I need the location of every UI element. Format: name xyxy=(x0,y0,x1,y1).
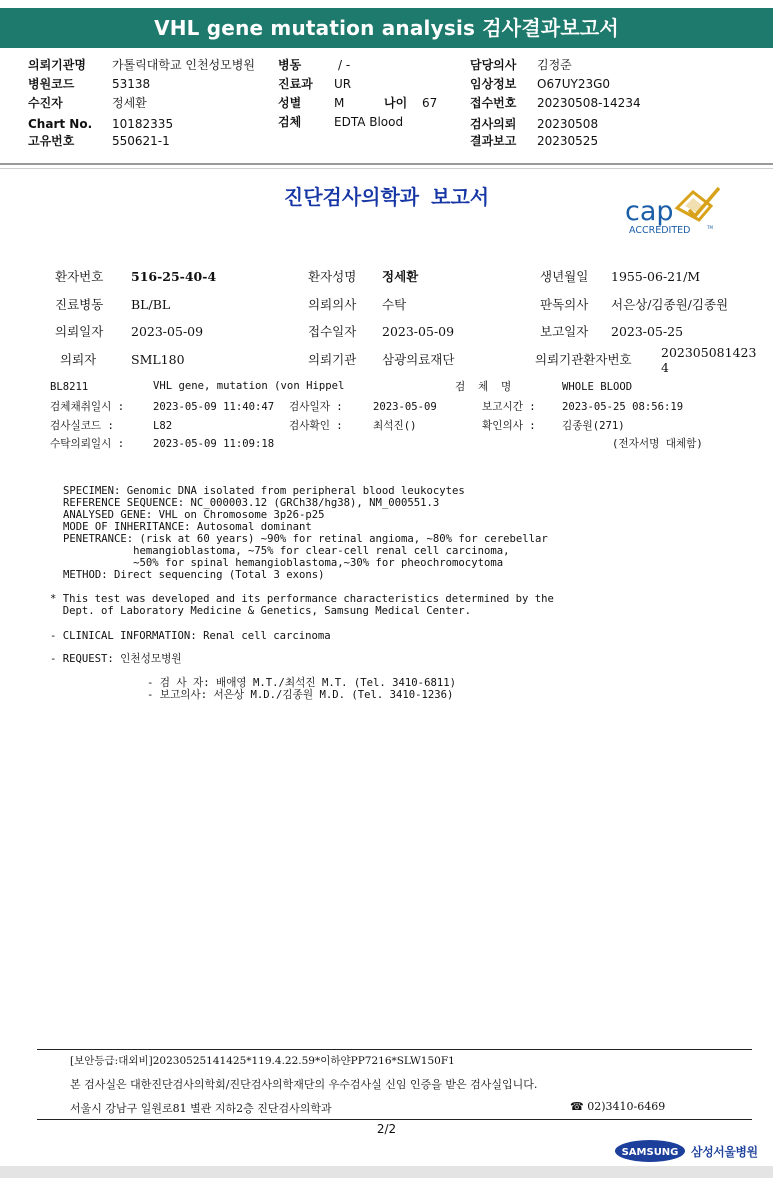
body-line: METHOD: Direct sequencing (Total 3 exons) xyxy=(63,569,325,581)
header-divider-secondary xyxy=(0,168,773,169)
meta-label: 보고시간 : xyxy=(482,401,536,413)
specimen-label: 검 체 명 xyxy=(455,381,512,393)
field-label: 의뢰자 xyxy=(60,352,97,367)
hospital-name: 삼성서울병원 xyxy=(691,1145,758,1159)
field-label: 환자성명 xyxy=(308,269,357,284)
meta-label: 검사일자 : xyxy=(289,401,343,413)
header-value: M xyxy=(334,96,345,110)
patient-number: 516-25-40-4 xyxy=(131,269,217,284)
header-label: 성별 xyxy=(278,96,302,110)
security-stamp: [보안등급:대외비]20230525141425*119.4.22.59*이하얀PP7216*SLW150F1 xyxy=(70,1055,455,1067)
lab-phone: ☎ 02)3410-6469 xyxy=(570,1100,666,1113)
meta-value: 2023-05-25 08:56:19 xyxy=(562,401,684,413)
header-value: O67UY23G0 xyxy=(537,77,611,91)
field-label: 접수일자 xyxy=(308,324,357,339)
header-value: 550621-1 xyxy=(112,134,170,148)
svg-text:ACCREDITED: ACCREDITED xyxy=(629,225,691,236)
header-value: 김정준 xyxy=(537,58,572,72)
header-label: 의뢰기관명 xyxy=(28,58,86,72)
page-number: 2/2 xyxy=(376,1122,397,1136)
body-line: SPECIMEN: Genomic DNA isolated from peripheral blood leukocytes xyxy=(63,485,465,497)
header-label: 접수번호 xyxy=(470,96,517,110)
note-line: Dept. of Laboratory Medicine & Genetics, Samsung Medical Center. xyxy=(50,605,471,617)
header-label: 병원코드 xyxy=(28,77,75,91)
header-label: 담당의사 xyxy=(470,58,517,72)
specimen-value: WHOLE BLOOD xyxy=(562,381,633,393)
header-label: 수진자 xyxy=(28,96,63,110)
field-label: 의뢰기관환자번호 xyxy=(535,352,632,367)
header-value: 가톨릭대학교 인천성모병원 xyxy=(112,58,255,72)
meta-label: 검사확인 : xyxy=(289,420,343,432)
clinical-info: - CLINICAL INFORMATION: Renal cell carcinoma xyxy=(50,630,331,642)
svg-text:cap: cap xyxy=(625,196,674,227)
note-line: * This test was developed and its performance characteristics determined by the xyxy=(50,593,554,605)
meta-label: 수탁의뢰일시 : xyxy=(50,438,125,450)
field-value: 2023-05-09 xyxy=(131,324,204,339)
page-bottom-edge xyxy=(0,1166,773,1178)
field-value: 2023-05-25 xyxy=(611,324,684,339)
lab-report-title: 진단검사의학과 보고서 xyxy=(283,185,490,209)
meta-value: 2023-05-09 11:09:18 xyxy=(153,438,275,450)
header-label: 결과보고 xyxy=(470,134,517,148)
svg-text:TM: TM xyxy=(707,225,713,230)
test-code: BL8211 xyxy=(50,381,89,393)
signer-line: - 검 사 자: 배애영 M.T./최석진 M.T. (Tel. 3410-6811) xyxy=(147,677,456,689)
field-label: 생년월일 xyxy=(540,269,589,284)
field-value-wrap: 4 xyxy=(661,360,669,375)
header-label: 병동 xyxy=(278,58,302,72)
header-label: 검체 xyxy=(278,115,302,129)
field-value: 삼광의료재단 xyxy=(382,352,455,367)
meta-value: L82 xyxy=(153,420,173,432)
field-label: 보고일자 xyxy=(540,324,589,339)
footer-divider-bottom xyxy=(37,1119,752,1120)
body-line: ANALYSED GENE: VHL on Chromosome 3p26-p25 xyxy=(63,509,325,521)
field-value: 202305081423 xyxy=(661,345,757,360)
header-value: 10182335 xyxy=(112,117,174,131)
header-value: 53138 xyxy=(112,77,151,91)
esign-note: (전자서명 대체함) xyxy=(612,438,703,450)
meta-label: 확인의사 : xyxy=(482,420,536,432)
meta-value: 김종원(271) xyxy=(562,420,625,432)
header-label: 검사의뢰 xyxy=(470,117,517,131)
field-label: 판독의사 xyxy=(540,297,589,312)
meta-label: 검체채취일시 : xyxy=(50,401,125,413)
certification-note: 본 검사실은 대한진단검사의학회/진단검사의학재단의 우수검사실 신임 인증을 받은 검사실입니다. xyxy=(70,1078,538,1091)
header-value: / - xyxy=(338,58,351,72)
field-label: 의뢰기관 xyxy=(308,352,357,367)
body-line: MODE OF INHERITANCE: Autosomal dominant xyxy=(63,521,312,533)
body-line: ~50% for spinal hemangioblastoma,~30% for pheochromocytoma xyxy=(63,557,504,569)
field-value: SML180 xyxy=(131,352,185,367)
header-value: 20230508 xyxy=(537,117,599,131)
field-label: 의뢰의사 xyxy=(308,297,357,312)
birth-date: 1955-06-21/M xyxy=(611,269,701,284)
meta-label: 검사실코드 : xyxy=(50,420,114,432)
header-value: 정세환 xyxy=(112,96,147,110)
header-value: 67 xyxy=(422,96,438,110)
header-value: 20230525 xyxy=(537,134,599,148)
field-value: 서은상/김종원/김종원 xyxy=(611,297,729,312)
request-info: - REQUEST: 인천성모병원 xyxy=(50,653,182,665)
field-value: BL/BL xyxy=(131,297,171,312)
header-label: 고유번호 xyxy=(28,134,75,148)
field-value: 수탁 xyxy=(382,297,407,312)
patient-name: 정세환 xyxy=(382,269,419,284)
field-value: 2023-05-09 xyxy=(382,324,455,339)
cap-accredited-logo xyxy=(619,186,731,240)
header-value: EDTA Blood xyxy=(334,115,404,129)
header-divider xyxy=(0,163,773,165)
samsung-hospital-logo xyxy=(615,1138,760,1164)
lab-address: 서울시 강남구 일원로81 별관 지하2층 진단검사의학과 xyxy=(70,1102,332,1115)
header-value: 20230508-14234 xyxy=(537,96,641,110)
body-line: REFERENCE SEQUENCE: NC_000003.12 (GRCh38/hg38), NM_000551.3 xyxy=(63,497,440,509)
field-label: 의뢰일자 xyxy=(55,324,104,339)
header-value: UR xyxy=(334,77,352,91)
body-line: PENETRANCE: (risk at 60 years) ~90% for retinal angioma, ~80% for cerebellar xyxy=(63,533,548,545)
meta-value: 2023-05-09 xyxy=(373,401,437,413)
header-label: 임상정보 xyxy=(470,77,517,91)
report-title-bar: VHL gene mutation analysis 검사결과보고서 xyxy=(0,8,773,48)
svg-text:SAMSUNG: SAMSUNG xyxy=(621,1147,679,1158)
header-label: 진료과 xyxy=(278,77,313,91)
signer-line: - 보고의사: 서은상 M.D./김종원 M.D. (Tel. 3410-1236) xyxy=(147,689,454,701)
field-label: 환자번호 xyxy=(55,269,104,284)
header-label: Chart No. xyxy=(28,117,93,131)
meta-value: 최석진() xyxy=(373,420,417,432)
test-name: VHL gene, mutation (von Hippel xyxy=(153,380,345,392)
body-line: hemangioblastoma, ~75% for clear-cell renal cell carcinoma, xyxy=(63,545,510,557)
footer-divider xyxy=(37,1049,752,1050)
header-label: 나이 xyxy=(384,96,408,110)
field-label: 진료병동 xyxy=(55,297,104,312)
meta-value: 2023-05-09 11:40:47 xyxy=(153,401,275,413)
